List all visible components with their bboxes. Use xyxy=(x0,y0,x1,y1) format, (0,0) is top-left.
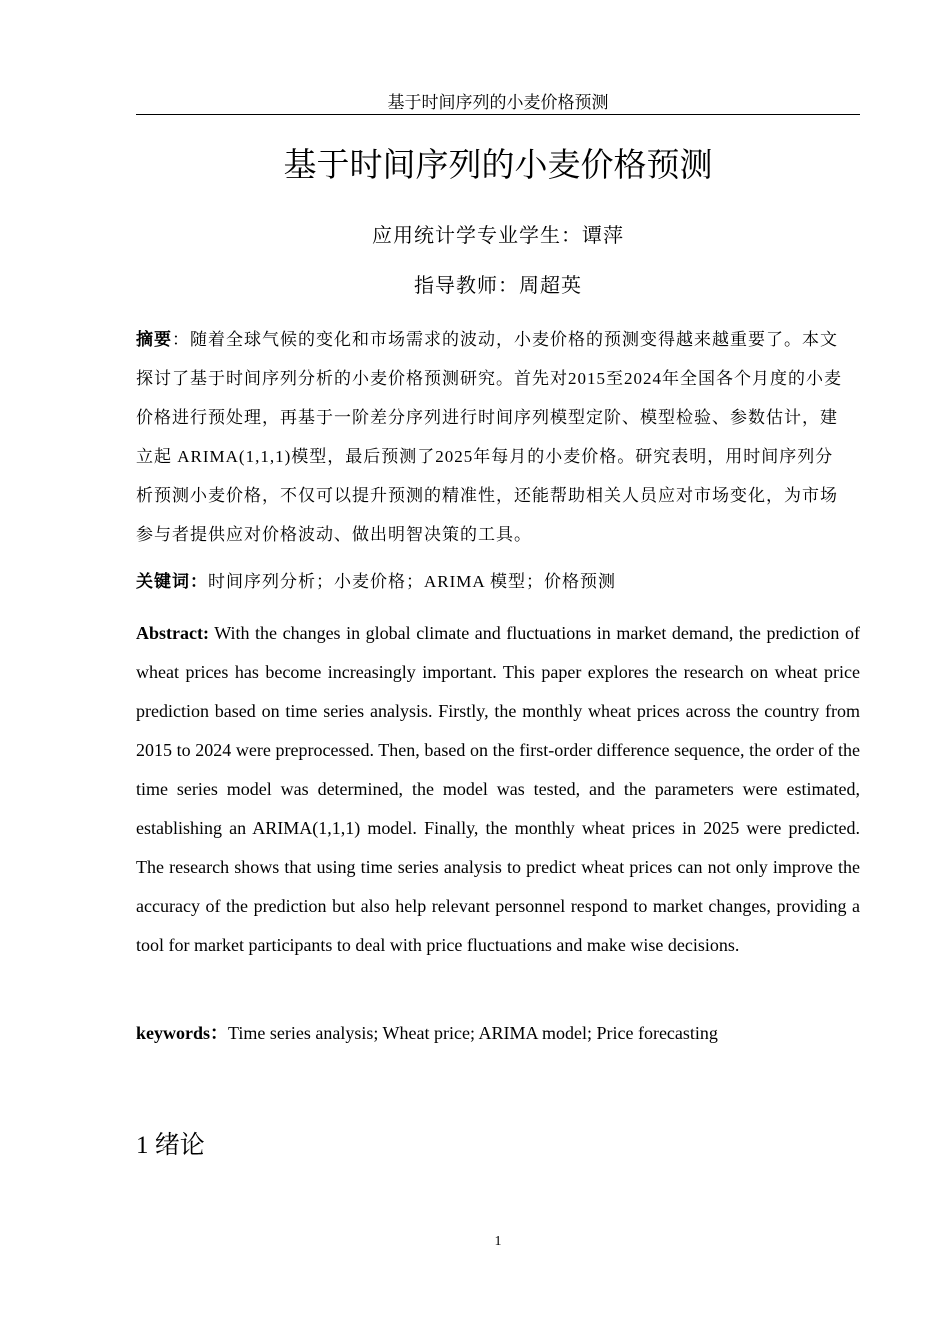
advisor-line: 指导教师：周超英 xyxy=(414,275,582,297)
author-line: 应用统计学专业学生：谭萍 xyxy=(372,225,624,247)
abstract-en-label: Abstract: xyxy=(136,623,209,643)
abstract-cn-label: 摘要 xyxy=(136,330,172,349)
paper-title: 基于时间序列的小麦价格预测 xyxy=(283,145,713,184)
page-number: 1 xyxy=(494,1234,502,1249)
section-heading: 1 绪论 xyxy=(136,1132,205,1159)
running-header: 基于时间序列的小麦价格预测 xyxy=(387,93,609,112)
keywords-en-label: keywords： xyxy=(136,1023,229,1043)
abstract-english xyxy=(136,614,860,965)
keywords-chinese xyxy=(136,566,860,598)
abstract-en-text: With the changes in global climate and fluctuations in market demand, the prediction of wheat prices has become increasingly important. This paper explores the research on wheat price prediction based on time series analysis. Firstly, the monthly wheat prices across the country from 2015 to 2024 were preprocessed. Then, based on the first-order difference sequence, the order of the time series model was determined, the model was tested, and the parameters were estimated, establishing an ARIMA(1,1,1) model. Finally, the monthly wheat prices in 2025 were predicted. The research shows that using time series analysis to predict wheat prices can not only improve the accuracy of the prediction but also help relevant personnel respond to market changes, providing a tool for market participants to deal with price fluctuations and make wise decisions. xyxy=(136,623,860,955)
abstract-cn-text: 随着全球气候的变化和市场需求的波动，小麦价格的预测变得越来越重要了。本文探讨了基于时间序列分析的小麦价格预测研究。首先对2015至2024年全国各个月度的小麦价格进行预处理，再基于一阶差分序列进行时间序列模型定阶、模型检验、参数估计，建立起 ARIMA(1,1,1)模型，最后预测了2025年每月的小麦价格。研究表明，用时间序列分析预测小麦价格，不仅可以提升预测的精准性，还能帮助相关人员应对市场变化，为市场参与者提供应对价格波动、做出明智决策的工具。 xyxy=(136,330,842,544)
keywords-en-text: Time series analysis; Wheat price; ARIMA model; Price forecasting xyxy=(228,1023,718,1043)
abstract-cn-colon: ： xyxy=(172,330,190,349)
keywords-english xyxy=(136,1018,860,1048)
keywords-cn-text: 时间序列分析；小麦价格；ARIMA 模型；价格预测 xyxy=(208,572,616,591)
abstract-chinese xyxy=(136,320,846,554)
keywords-cn-label: 关键词： xyxy=(136,572,208,591)
header-rule xyxy=(136,114,860,115)
